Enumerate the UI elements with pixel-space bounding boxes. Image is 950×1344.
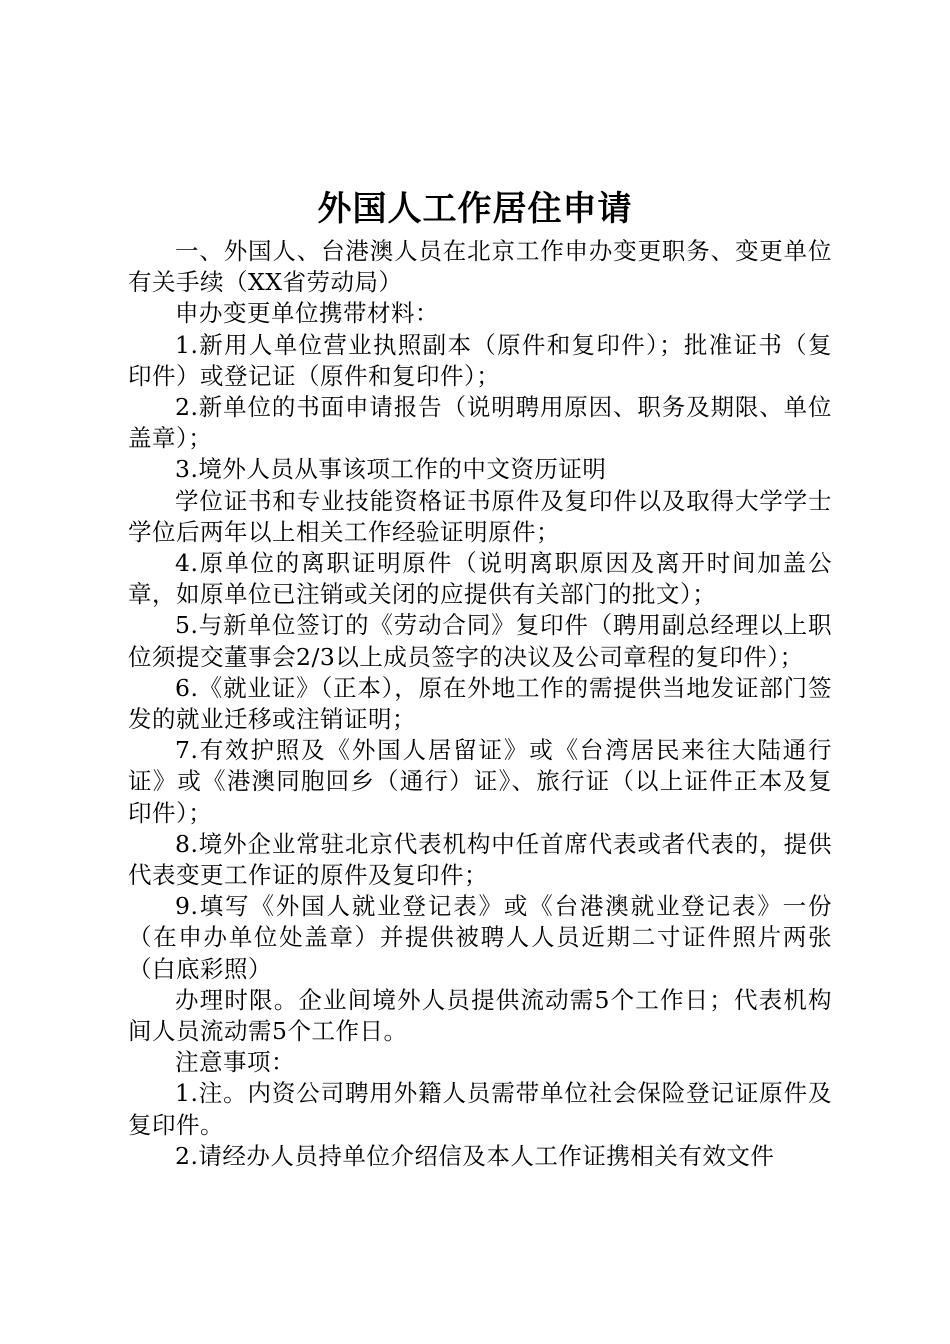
paragraph: 注意事项： [175, 1048, 295, 1077]
paragraph: 7.有效护照及《外国人居留证》或《台湾居民来往大陆通行证》或《港澳同胞回乡（通行）证》、旅行证（以上证件正本及复印件）； [128, 736, 832, 827]
paragraph: 2.请经办人员持单位介绍信及本人工作证携相关有效文件 [175, 1141, 775, 1170]
paragraph: 一、外国人、台港澳人员在北京工作申办变更职务、变更单位有关手续（XX省劳动局） [128, 237, 832, 297]
paragraph: 申办变更单位携带材料： [175, 299, 439, 328]
paragraph: 3.境外人员从事该项工作的中文资历证明 [175, 455, 607, 484]
paragraph: 4.原单位的离职证明原件（说明离职原因及离开时间加盖公章，如原单位已注销或关闭的应提供有关部门的批文）； [128, 549, 832, 609]
document-title: 外国人工作居住申请 [317, 189, 633, 229]
paragraph: 9.填写《外国人就业登记表》或《台港澳就业登记表》一份（在申办单位处盖章）并提供被聘人人员近期二寸证件照片两张（白底彩照） [128, 892, 832, 983]
paragraph: 1.注。内资公司聘用外籍人员需带单位社会保险登记证原件及复印件。 [128, 1079, 832, 1139]
paragraph: 5.与新单位签订的《劳动合同》复印件（聘用副总经理以上职位须提交董事会2/3以上成员签字的决议及公司章程的复印件）； [128, 611, 832, 671]
paragraph: 8.境外企业常驻北京代表机构中任首席代表或者代表的，提供代表变更工作证的原件及复印件； [128, 829, 832, 890]
paragraph: 学位证书和专业技能资格证书原件及复印件以及取得大学学士学位后两年以上相关工作经验证明原件； [128, 486, 832, 546]
paragraph: 2.新单位的书面申请报告（说明聘用原因、职务及期限、单位盖章）； [128, 393, 832, 453]
paragraph: 办理时限。企业间境外人员提供流动需5个工作日；代表机构间人员流动需5个工作日。 [128, 985, 832, 1046]
paragraph: 6.《就业证》（正本），原在外地工作的需提供当地发证部门签发的就业迁移或注销证明； [128, 673, 832, 734]
paragraph: 1.新用人单位营业执照副本（原件和复印件）；批准证书（复印件）或登记证（原件和复印件）； [128, 330, 832, 390]
document-body [128, 236, 832, 1172]
